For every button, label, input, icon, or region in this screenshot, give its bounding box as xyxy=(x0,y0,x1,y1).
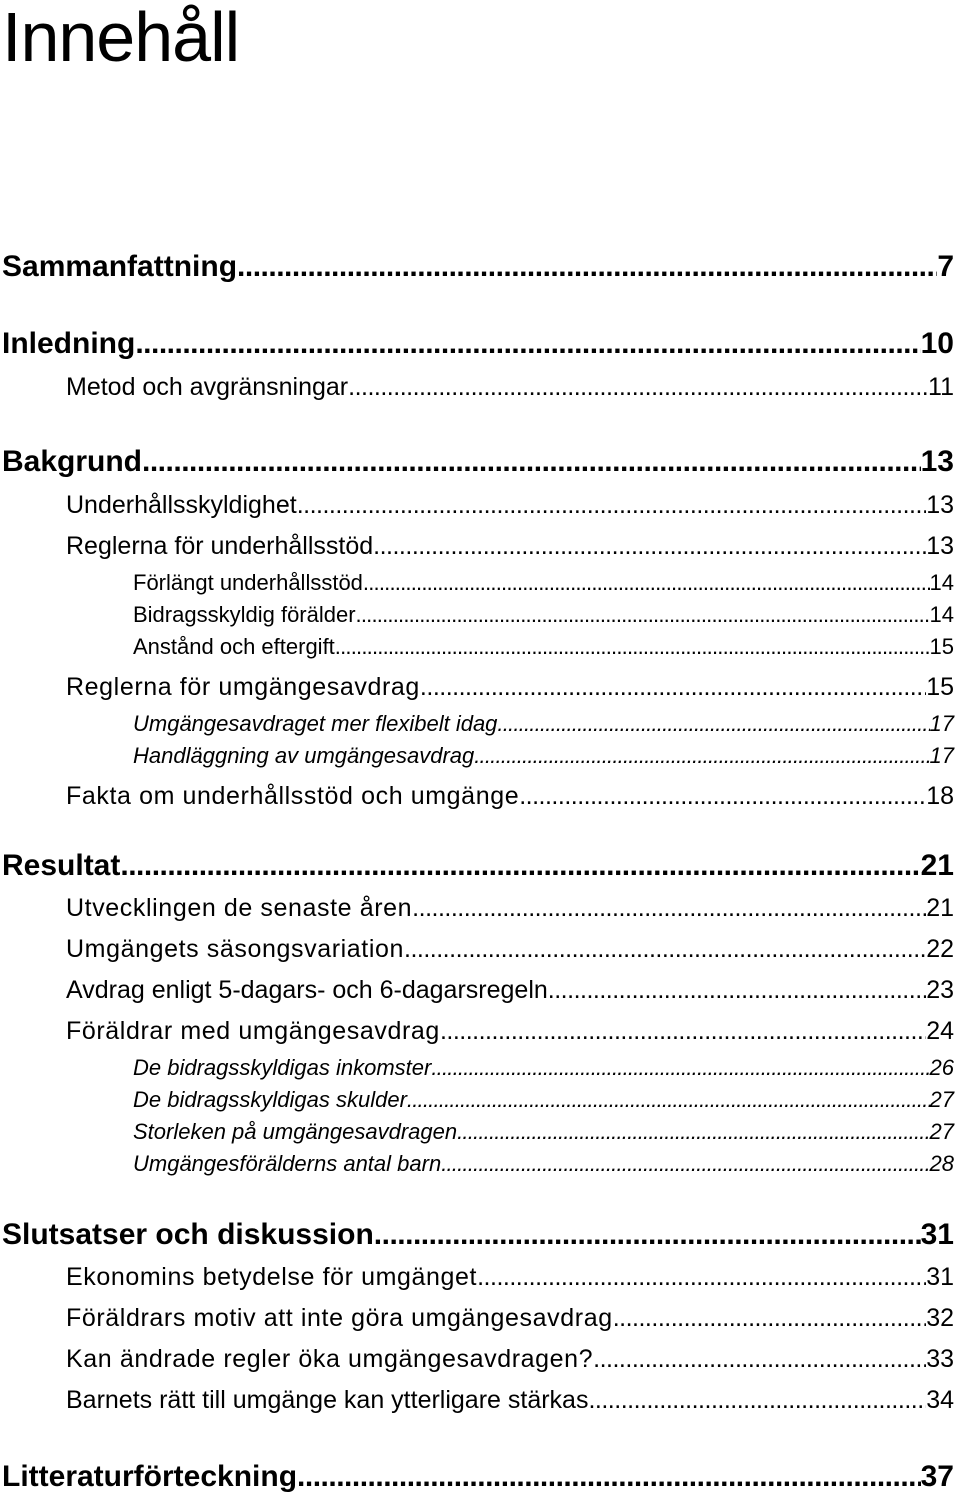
dot-leader xyxy=(613,1304,926,1333)
toc-entry-label: Umgängesavdraget mer flexibelt idag xyxy=(133,711,498,736)
toc-entry-antal-barn[interactable] xyxy=(0,1151,960,1177)
dot-leader xyxy=(297,1460,921,1494)
toc-entry-label: Ekonomins betydelse för umgänget xyxy=(66,1263,478,1291)
toc-entry-metod[interactable] xyxy=(0,373,960,402)
toc-entry-label: Utvecklingen de senaste åren xyxy=(66,894,413,922)
dot-leader xyxy=(237,250,937,284)
toc-entry-litteraturforteckning[interactable] xyxy=(0,1460,960,1494)
toc-page-number: 22 xyxy=(926,935,954,963)
toc-entry-label: Metod och avgränsningar xyxy=(66,373,349,401)
toc-page-number: 32 xyxy=(926,1304,954,1332)
toc-entry-inkomster[interactable] xyxy=(0,1055,960,1081)
dot-leader xyxy=(420,673,926,702)
toc-entry-handlaggning[interactable] xyxy=(0,743,960,769)
toc-page-number: 17 xyxy=(929,711,954,736)
toc-entry-label: Kan ändrade regler öka umgängesavdragen? xyxy=(66,1345,594,1373)
toc-entry-slutsatser[interactable] xyxy=(0,1218,960,1252)
toc-page-number: 10 xyxy=(920,327,954,360)
toc-page-number: 14 xyxy=(929,570,954,595)
toc-entry-label: Bakgrund xyxy=(2,445,143,478)
toc-page-number: 11 xyxy=(928,373,954,401)
toc-entry-underhallsskyldighet[interactable] xyxy=(0,491,960,520)
dot-leader xyxy=(373,532,926,561)
dot-leader xyxy=(519,782,926,811)
dot-leader xyxy=(457,1119,929,1145)
toc-entry-resultat[interactable] xyxy=(0,849,960,883)
toc-page-number: 17 xyxy=(929,743,954,768)
toc-page-number: 24 xyxy=(926,1017,954,1045)
dot-leader xyxy=(431,1055,929,1081)
toc-entry-label: Slutsatser och diskussion xyxy=(2,1218,374,1251)
dot-leader xyxy=(142,445,921,479)
dot-leader xyxy=(441,1151,929,1177)
toc-page-number: 14 xyxy=(929,602,954,627)
toc-entry-label: Handläggning av umgängesavdrag xyxy=(133,743,475,768)
toc-page-number: 26 xyxy=(929,1055,954,1080)
toc-entry-label: Resultat xyxy=(2,849,121,882)
toc-page-number: 33 xyxy=(926,1345,954,1373)
toc-entry-andrade-regler[interactable] xyxy=(0,1345,960,1374)
dot-leader xyxy=(120,849,920,883)
toc-entry-label: Storleken på umgängesavdragen xyxy=(133,1119,458,1144)
toc-entry-storleken[interactable] xyxy=(0,1119,960,1145)
toc-page-number: 21 xyxy=(926,894,954,922)
toc-entry-label: Bidragsskyldig förälder xyxy=(133,602,356,627)
dot-leader xyxy=(407,1087,930,1113)
toc-page-number: 37 xyxy=(920,1460,954,1493)
toc-page-number: 28 xyxy=(929,1151,954,1176)
dot-leader xyxy=(497,711,929,737)
toc-page-number: 34 xyxy=(926,1386,954,1414)
toc-page-number: 31 xyxy=(920,1218,954,1251)
toc-page-number: 13 xyxy=(926,532,954,560)
dot-leader xyxy=(297,491,927,520)
toc-page-number: 31 xyxy=(926,1263,954,1291)
dot-leader xyxy=(548,976,926,1005)
toc-entry-sammanfattning[interactable] xyxy=(0,250,960,284)
toc-entry-barnets-ratt[interactable] xyxy=(0,1386,960,1415)
dot-leader xyxy=(588,1386,926,1415)
toc-page-number: 27 xyxy=(929,1087,954,1112)
toc-page-number: 15 xyxy=(929,634,954,659)
dot-leader xyxy=(135,327,920,361)
toc-page-number: 13 xyxy=(926,491,954,519)
dot-leader xyxy=(404,935,926,964)
toc-entry-bakgrund[interactable] xyxy=(0,445,960,479)
page-title: Innehåll xyxy=(2,0,240,76)
toc-page-number: 27 xyxy=(929,1119,954,1144)
toc-entry-avdrag-regeln[interactable] xyxy=(0,976,960,1005)
toc-page-number: 13 xyxy=(920,445,954,478)
toc-entry-skulder[interactable] xyxy=(0,1087,960,1113)
toc-entry-label: Litteraturförteckning xyxy=(2,1460,298,1493)
dot-leader xyxy=(356,602,930,628)
dot-leader xyxy=(593,1345,926,1374)
dot-leader xyxy=(363,570,930,596)
dot-leader xyxy=(335,634,930,660)
toc-entry-umgangesavdraget-flexibelt[interactable] xyxy=(0,711,960,737)
toc-entry-label: Avdrag enligt 5-dagars- och 6-dagarsregeln xyxy=(66,976,548,1004)
toc-entry-label: Umgängesförälderns antal barn xyxy=(133,1151,442,1176)
dot-leader xyxy=(440,1017,926,1046)
toc-entry-label: Förlängt underhållsstöd xyxy=(133,570,363,595)
toc-entry-fakta[interactable] xyxy=(0,782,960,811)
toc-entry-label: Barnets rätt till umgänge kan ytterligare stärkas xyxy=(66,1386,589,1414)
toc-page-number: 18 xyxy=(926,782,954,810)
toc-entry-reglerna-underhallsstod[interactable] xyxy=(0,532,960,561)
toc-entry-label: Inledning xyxy=(2,327,136,360)
toc-entry-label: Föräldrars motiv att inte göra umgängesavdrag xyxy=(66,1304,613,1332)
toc-entry-bidragsskyldig-foralder[interactable] xyxy=(0,602,960,628)
toc-entry-foraldrar-umgangesavdrag[interactable] xyxy=(0,1017,960,1046)
toc-entry-foraldrars-motiv[interactable] xyxy=(0,1304,960,1333)
toc-entry-utvecklingen[interactable] xyxy=(0,894,960,923)
dot-leader xyxy=(474,743,929,769)
toc-page-number: 23 xyxy=(926,976,954,1004)
toc-entry-label: Underhållsskyldighet xyxy=(66,491,297,519)
toc-entry-inledning[interactable] xyxy=(0,327,960,361)
toc-entry-label: Anstånd och eftergift xyxy=(133,634,335,659)
toc-entry-label: De bidragsskyldigas inkomster xyxy=(133,1055,432,1080)
toc-entry-anstand-eftergift[interactable] xyxy=(0,634,960,660)
toc-entry-label: Sammanfattning xyxy=(2,250,238,283)
toc-entry-label: Föräldrar med umgängesavdrag xyxy=(66,1017,440,1045)
dot-leader xyxy=(477,1263,926,1292)
dot-leader xyxy=(348,373,928,402)
toc-entry-label: Reglerna för underhållsstöd xyxy=(66,532,374,560)
toc-page-number: 21 xyxy=(920,849,954,882)
toc-entry-label: De bidragsskyldigas skulder xyxy=(133,1087,407,1112)
dot-leader xyxy=(374,1218,921,1252)
toc-page-number: 15 xyxy=(926,673,954,701)
toc-entry-sasongsvariation[interactable] xyxy=(0,935,960,964)
toc-entry-reglerna-umgangesavdrag[interactable] xyxy=(0,673,960,702)
toc-entry-label: Reglerna för umgängesavdrag xyxy=(66,673,420,701)
toc-page-number: 7 xyxy=(937,250,954,283)
toc-entry-label: Umgängets säsongsvariation xyxy=(66,935,404,963)
toc-entry-label: Fakta om underhållsstöd och umgänge xyxy=(66,782,520,810)
toc-entry-ekonomins-betydelse[interactable] xyxy=(0,1263,960,1292)
toc-entry-forlangt-underhallsstod[interactable] xyxy=(0,570,960,596)
dot-leader xyxy=(412,894,926,923)
